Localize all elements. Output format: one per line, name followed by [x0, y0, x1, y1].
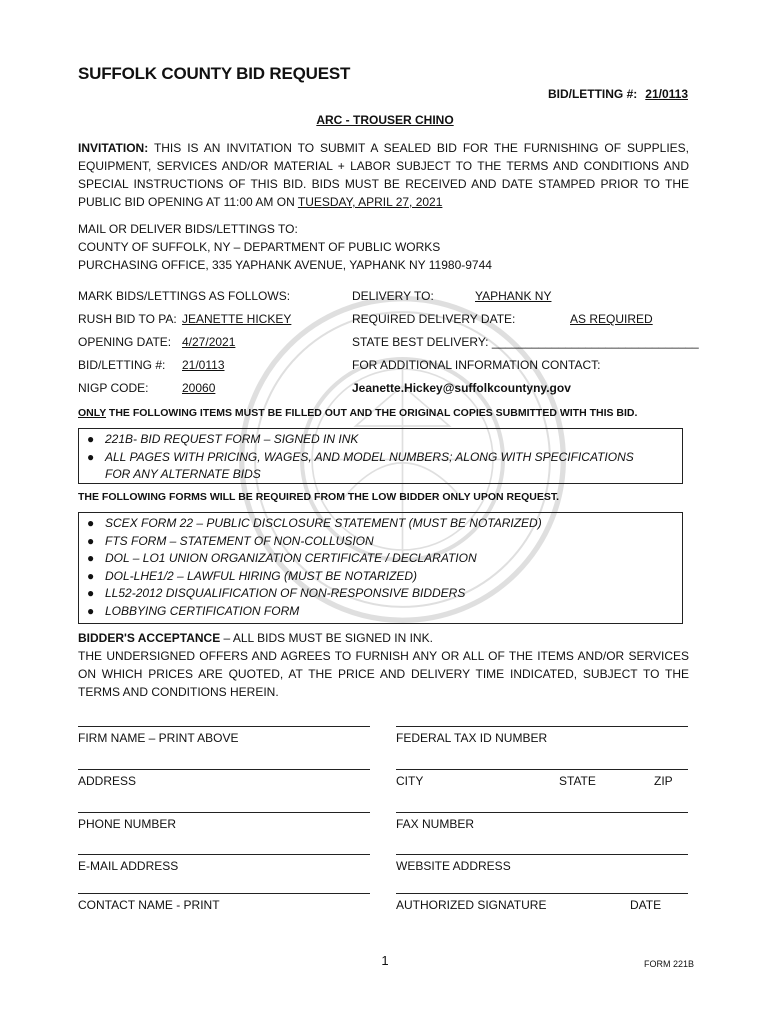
state-best-delivery: STATE BEST DELIVERY: _______________________________	[352, 335, 699, 349]
city-state-zip-line[interactable]	[396, 769, 688, 770]
zip-label: ZIP	[654, 774, 673, 788]
bid-letting-row-value: 21/0113	[182, 358, 225, 372]
state-label: STATE	[559, 774, 596, 788]
list-item: ● LL52-2012 DISQUALIFICATION OF NON-RESPONSIVE BIDDERS	[105, 585, 682, 603]
contact-email: Jeanette.Hickey@suffolkcountyny.gov	[352, 381, 571, 395]
list-item: ● ALL PAGES WITH PRICING, WAGES, AND MODEL NUMBERS; ALONG WITH SPECIFICATIONS FOR ANY ALTERNATE BIDS	[87, 449, 634, 481]
delivery-to-label: DELIVERY TO:	[352, 289, 434, 303]
list-item: ● DOL-LHE1/2 – LAWFUL HIRING (MUST BE NOTARIZED)	[105, 568, 682, 586]
fax-line[interactable]	[396, 812, 688, 813]
bid-letting-number	[548, 87, 688, 101]
additional-info-label: FOR ADDITIONAL INFORMATION CONTACT:	[352, 358, 601, 372]
rush-bid-value: JEANETTE HICKEY	[182, 312, 292, 326]
bullet-icon: ●	[87, 551, 95, 565]
bullet-icon: ●	[87, 516, 95, 530]
mail-line-2: COUNTY OF SUFFOLK, NY – DEPARTMENT OF PUBLIC WORKS	[78, 240, 441, 254]
signature-label: AUTHORIZED SIGNATURE	[396, 898, 547, 912]
bullet-icon: ●	[87, 449, 95, 464]
mail-line-1: MAIL OR DELIVER BIDS/LETTINGS TO:	[78, 222, 298, 236]
website-label: WEBSITE ADDRESS	[396, 859, 511, 873]
date-label: DATE	[630, 898, 662, 912]
acceptance-text: THE UNDERSIGNED OFFERS AND AGREES TO FURNISH ANY OR ALL OF THE ITEMS AND/OR SERVICES ON WHICH PRICES ARE QUOTED, AT THE PRICE AND DELIVERY TIME INDICATED, SUBJECT TO THE TERMS AND CONDITIONS HEREIN.	[78, 649, 689, 699]
bullet-icon: ●	[87, 603, 95, 618]
signature-line[interactable]	[396, 893, 688, 894]
mark-bids-label: MARK BIDS/LETTINGS AS FOLLOWS:	[78, 289, 291, 303]
list-item: ● 221B- BID REQUEST FORM – SIGNED IN INK	[105, 431, 682, 449]
delivery-to-value: YAPHANK NY	[475, 289, 552, 303]
email-label: E-MAIL ADDRESS	[78, 859, 179, 873]
bid-letting-value: 21/0113	[645, 87, 688, 101]
only-notice-text: THE FOLLOWING ITEMS MUST BE FILLED OUT AND THE ORIGINAL COPIES SUBMITTED WITH THIS BID.	[106, 407, 638, 419]
opening-date-label: OPENING DATE:	[78, 335, 172, 349]
invitation-paragraph	[78, 139, 689, 211]
nigp-code-label: NIGP CODE:	[78, 381, 149, 395]
invitation-text: THIS IS AN INVITATION TO SUBMIT A SEALED BID FOR THE FURNISHING OF SUPPLIES, EQUIPMENT, SERVICES AND/OR MATERIAL + LABOR SUBJECT TO THE TERMS AND CONDITIONS AND SPECIAL INSTRUCTIONS OF THIS BID. BIDS MUST BE RECEIVED AND DATE STAMPED PRIOR TO THE PUBLIC BID OPENING AT 11:00 AM ON	[78, 141, 690, 209]
document-title: SUFFOLK COUNTY BID REQUEST	[78, 64, 351, 83]
acceptance-label: BIDDER'S ACCEPTANCE	[78, 631, 221, 645]
bid-letting-label: BID/LETTING #:	[547, 87, 638, 101]
invitation-date: TUESDAY, APRIL 27, 2021	[297, 195, 443, 209]
city-label: CITY	[396, 774, 424, 788]
federal-tax-label: FEDERAL TAX ID NUMBER	[396, 731, 548, 745]
list-item: ● DOL – LO1 UNION ORGANIZATION CERTIFICATE / DECLARATION	[105, 550, 682, 568]
mail-address-block	[78, 220, 689, 274]
only-word: ONLY	[78, 407, 107, 419]
form-number: FORM 221B	[644, 959, 695, 969]
firm-name-label: FIRM NAME – PRINT ABOVE	[78, 731, 239, 745]
phone-label: PHONE NUMBER	[78, 817, 177, 831]
bullet-icon: ●	[87, 533, 95, 548]
phone-line[interactable]	[78, 812, 370, 813]
acceptance-label-rest: – ALL BIDS MUST BE SIGNED IN INK.	[220, 631, 433, 645]
low-bidder-notice: THE FOLLOWING FORMS WILL BE REQUIRED FROM THE LOW BIDDER ONLY UPON REQUEST.	[78, 491, 560, 503]
only-notice	[78, 407, 637, 419]
list-item: ● LOBBYING CERTIFICATION FORM	[105, 603, 682, 621]
list-item: ● FTS FORM – STATEMENT OF NON-COLLUSION	[105, 533, 682, 551]
rush-bid-label: RUSH BID TO PA:	[78, 312, 177, 326]
bid-subject: ARC - TROUSER CHINO	[316, 113, 454, 127]
contact-name-line[interactable]	[78, 893, 370, 894]
nigp-code-value: 20060	[182, 381, 216, 395]
federal-tax-line[interactable]	[396, 726, 688, 727]
bidder-acceptance	[78, 629, 689, 701]
bullet-icon: ●	[87, 432, 95, 446]
bullet-icon: ●	[87, 586, 95, 600]
opening-date-value: 4/27/2021	[182, 335, 236, 349]
required-items-box	[78, 428, 683, 484]
email-line[interactable]	[78, 854, 370, 855]
page-number: 1	[381, 953, 389, 968]
bullet-icon: ●	[87, 568, 95, 583]
required-delivery-label: REQUIRED DELIVERY DATE:	[352, 312, 516, 326]
contact-name-label: CONTACT NAME - PRINT	[78, 898, 220, 912]
bid-letting-row-label: BID/LETTING #:	[78, 358, 166, 372]
fax-label: FAX NUMBER	[396, 817, 475, 831]
website-line[interactable]	[396, 854, 688, 855]
address-label: ADDRESS	[78, 774, 137, 788]
list-item: ● SCEX FORM 22 – PUBLIC DISCLOSURE STATEMENT (MUST BE NOTARIZED)	[105, 515, 682, 533]
required-delivery-value: AS REQUIRED	[570, 312, 653, 326]
low-bidder-items-box	[78, 512, 683, 624]
address-line[interactable]	[78, 769, 370, 770]
firm-name-line[interactable]	[78, 726, 370, 727]
invitation-label: INVITATION:	[78, 141, 149, 155]
mail-line-3: PURCHASING OFFICE, 335 YAPHANK AVENUE, YAPHANK NY 11980-9744	[78, 258, 492, 272]
